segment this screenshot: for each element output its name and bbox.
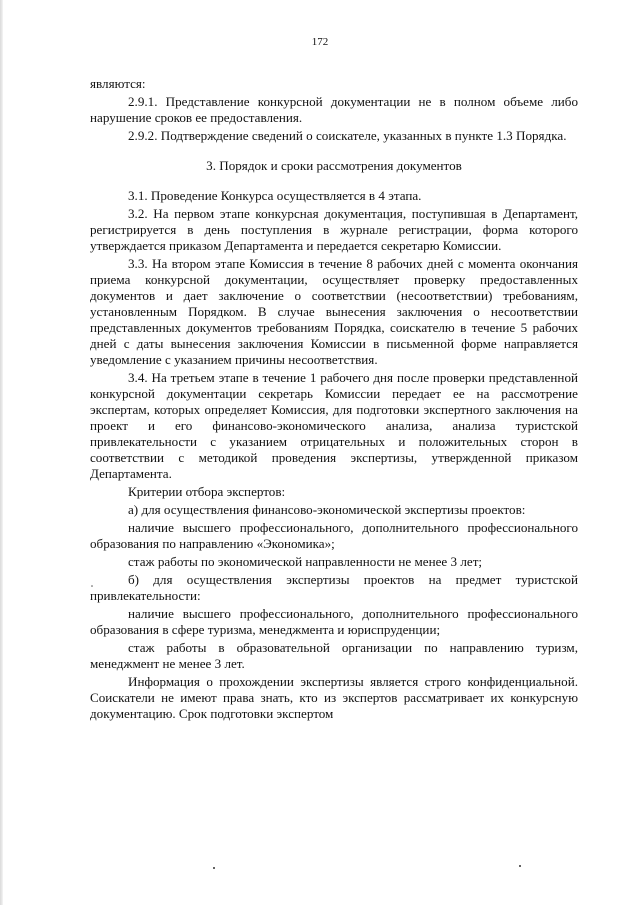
section-heading-3: 3. Порядок и сроки рассмотрения документов	[206, 158, 462, 173]
paragraph-criteria-a-experience: стаж работы по экономической направленности не менее 3 лет;	[128, 554, 483, 569]
paragraph-criteria-b-experience: стаж работы в образовательной организации по направлению туризм, менеджмент не менее 3 лет.	[90, 640, 578, 671]
paragraph-2-9-2: 2.9.2. Подтверждение сведений о соискателе, указанных в пункте 1.3 Порядка.	[128, 128, 567, 143]
paragraph-3-2: 3.2. На первом этапе конкурсная документация, поступившая в Департамент, регистрируется в день поступления в журнале регистрации, форма которого утверждается приказом Департамента и передается секретарю Комиссии.	[90, 206, 578, 253]
page-number: 172	[311, 36, 329, 48]
paragraph-criteria-a-education: наличие высшего профессионального, дополнительного профессионального образования по направлению «Экономика»;	[90, 520, 578, 551]
paragraph-confidentiality: Информация о прохождении экспертизы является строго конфиденциальной. Соискатели не имеют права знать, кто из экспертов рассматривает их конкурсную документацию. Срок подготовки экспертом	[90, 674, 578, 721]
paragraph-criteria: Критерии отбора экспертов:	[128, 484, 286, 499]
paragraph-criteria-b-education: наличие высшего профессионального, дополнительного профессионального образования в сфере туризма, менеджмента и юриспруденции;	[90, 606, 578, 637]
scan-edge	[0, 0, 3, 905]
paragraph-3-3: 3.3. На втором этапе Комиссия в течение 8 рабочих дней с момента окончания приема конкурсной документации, осуществляет проверку предоставленных документов и дает заключение о соответствии (несоответствии) требованиям, установленным Порядком. В случае вынесения заключения о несоответствии представленных документов требованиям Порядка, соискателю в течение 5 рабочих дней с даты вынесения заключения Комиссии в письменной форме направляется уведомление с указанием причины несоответствия.	[90, 256, 578, 367]
paragraph-2-9-1: 2.9.1. Представление конкурсной документации не в полном объеме либо нарушение сроков ее предоставления.	[90, 94, 578, 125]
document-body	[90, 76, 578, 724]
paragraph-3-4: 3.4. На третьем этапе в течение 1 рабочего дня после проверки представленной конкурсной документации секретарь Комиссии передает ее на рассмотрение экспертам, которых определяет Комиссия, для подготовки экспертного заключения на проект и его финансово-экономического анализа, анализа туристской привлекательности с указанием отрицательных и положительных сторон в соответствии с методикой проведения экспертизы, утвержденной приказом Департамента.	[90, 370, 578, 481]
paragraph-3-1: 3.1. Проведение Конкурса осуществляется в 4 этапа.	[128, 188, 422, 203]
paragraph-intro: являются:	[90, 76, 146, 91]
paragraph-criteria-a: а) для осуществления финансово-экономической экспертизы проектов:	[128, 502, 526, 517]
paragraph-criteria-b: б) для осуществления экспертизы проектов на предмет туристской привлекательности:	[90, 572, 578, 603]
